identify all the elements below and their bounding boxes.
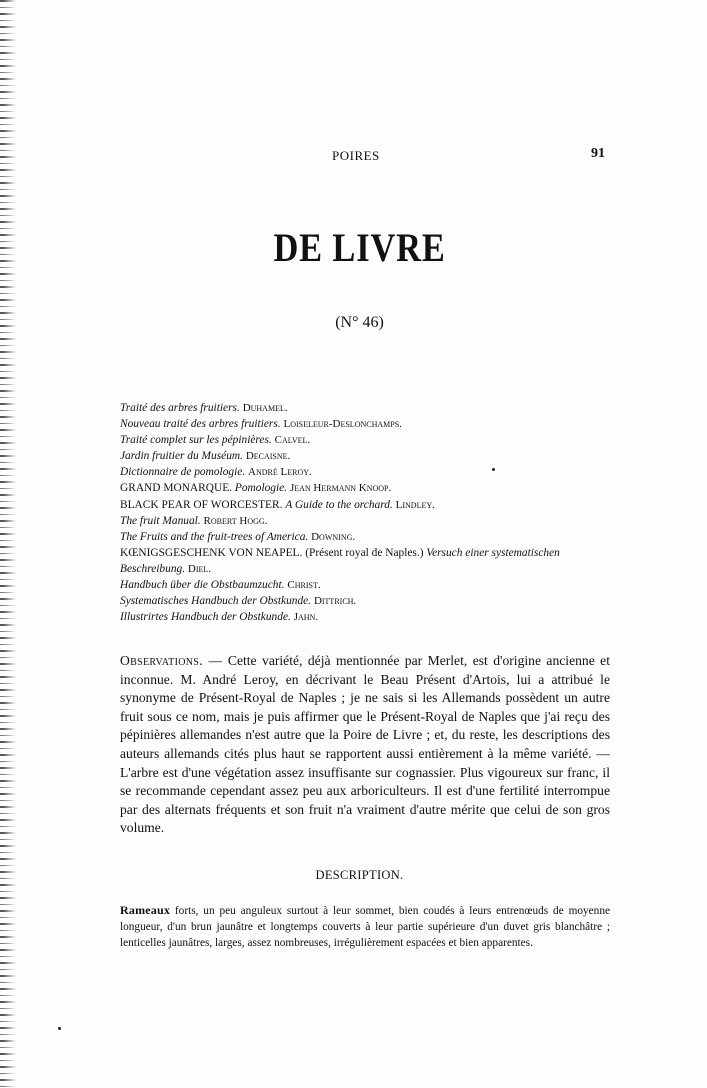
description-keyword: Rameaux [120,903,171,917]
description-text: forts, un peu anguleux surtout à leur sommet, bien coudés à leurs entrenœuds de moyenne longueur, d'un brun jaunâtre et longtemps couverts à leur partie supérieure d'un duvet gris blanchâtre ; lenticelles jaunâtres, larges, assez nombreuses, irrégulièrement espacées et bien apparentes. [120,905,610,949]
reference-item: Illustrirtes Handbuch der Obstkunde. Jahn. [120,611,319,624]
observations-text: Cette variété, déjà mentionnée par Merlet, est d'origine ancienne et inconnue. M. André Leroy, en décrivant le Beau Présent d'Artois, lui a attribué le synonyme de Présent-Royal de Naples ; je ne sais si les Allemands possèdent un autre fruit sous ce nom, mais je puis affirmer que le Présent-Royal de Naples que j'ai reçu des pépinières allemandes n'est autre que la Poire de Livre ; et, du reste, les descriptions des auteurs allemands cités plus haut se rapportent aussi entièrement à la même variété. — L'arbre est d'une végétation assez insuffisante sur cognassier. Plus vigoureux sur franc, il se recommande cependant assez peu aux arboriculteurs. Il est d'une fertilité interrompue par des alternats fréquents et son fruit n'a vraiment d'autre mérite que celui de son gros volume. [120,653,610,836]
description-heading: DESCRIPTION. [315,868,404,882]
reference-item: BLACK PEAR OF WORCESTER. A Guide to the orchard. Lindley. [120,498,435,511]
reference-item: The Fruits and the fruit-trees of America. Downing. [120,530,356,543]
observations-paragraph [120,652,610,838]
reference-item: Traité des arbres fruitiers. Duhamel. [120,402,288,414]
description-paragraph [120,902,610,951]
reference-item: The fruit Manual. Robert Hogg. [120,514,268,527]
reference-item: Dictionnaire de pomologie. André Leroy. [120,466,312,479]
references-list [120,400,620,625]
variety-number: (N° 46) [335,314,384,331]
observations-lead: Observations. — [120,653,223,668]
reference-item: Systematisches Handbuch der Obstkunde. Dittrich. [120,595,357,608]
reference-item: GRAND MONARQUE. Pomologie. Jean Hermann Knoop. [120,482,392,495]
reference-item: KŒNIGSGESCHENK VON NEAPEL. (Présent royal de Naples.) Versuch einer systematischen Beschreibung. Diel. [120,546,560,575]
page-title: DE LIVRE [273,225,446,270]
reference-item: Handbuch über die Obstbaumzucht. Christ. [120,579,321,592]
reference-item: Jardin fruitier du Muséum. Decaisne. [120,450,291,463]
page-number: 91 [591,146,605,161]
reference-item: Traité complet sur les pépinières. Calvel. [120,434,311,447]
running-head: POIRES [332,148,380,163]
scan-speck [492,468,495,471]
scan-speck [58,1027,61,1030]
scan-edge [0,0,16,1088]
reference-item: Nouveau traité des arbres fruitiers. Loiseleur-Deslonchamps. [120,418,402,431]
